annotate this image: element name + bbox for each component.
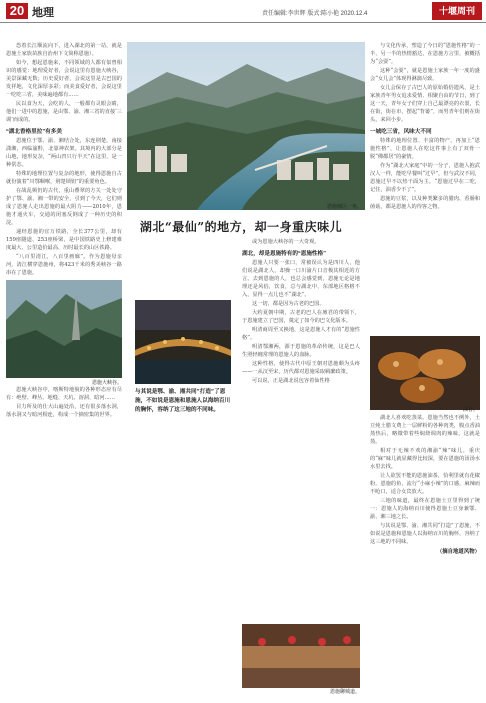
- paragraph: 湖北人喜欢吃蒸菜。恩施当然也不例外，土豆炖土腊文费上一层鲜粉的各种肉类，腹点香油蒸热后，略微带着些焖烧调肉的辣味，这就是蒸。: [370, 415, 480, 445]
- paragraph: 这种“会耍”，就是恩施土家族一年一度的盛会“女儿会”体现得淋漓尽致。: [370, 68, 480, 82]
- page-header: [0, 0, 486, 23]
- paragraph: 特殊的地理位置、丰富的物产，再加上“恩施性格”，让恩施人在吃这件事上有了双骨一脱“佛都居”的豪情。: [370, 138, 480, 160]
- canyon-photo-caption: 恩施大峡谷。: [91, 380, 122, 386]
- editor-line: 责任编辑:李世辉 版式:陈小艳 2020.12.4: [262, 11, 368, 17]
- paragraph: 与其说是鄂、渝、湘共同“打造”了恩施，不如说是恩施和恩施人以海纳百川的胸怀，容纳了这三地的不同味。: [370, 523, 480, 545]
- paragraph: 这一切，都是因为古老的巴国。: [252, 301, 325, 307]
- article-column-2: [242, 238, 360, 668]
- article-column-3-continued: [370, 414, 480, 698]
- page-number: 20: [6, 3, 28, 19]
- paragraph: 恩施的豆浆，以及种类繁多的腊肉、香肠和菌菇，都是恩施人的待客之物。: [370, 196, 480, 210]
- paragraph: 与文化传承，塑造了今日的“恩施性格”的一半，另一半的热情豁达，在恩施方言里，被概括为“会耍”。: [370, 43, 480, 65]
- section-title: 地理: [32, 7, 54, 19]
- paragraph: 明清商周至又换地，这是恩施人才有的“恩施性格”。: [242, 327, 360, 341]
- paragraph: 大约夏朝中期，古老的巴人在廪君的带领下，于恩施建立了巴国，奠定了如今的巴文化版本。: [242, 310, 360, 324]
- paragraph: 递经恩施的宜万铁路，全长377公里，却有159座隧道、253座桥梁，是中国铁路史上修建难度最大、公里造价最高、历时最长的山区铁路。: [6, 229, 122, 251]
- paragraph: “八百里清江，八百里画廊”。作为恩施母亲河，清江横穿恩施州，将423千米的秀美峡谷一路串在了恩施。: [6, 254, 122, 276]
- subheading: 一城吃三省，风味大不同: [370, 129, 432, 135]
- paragraph: 三地的味道，最终在恩施土豆里得到了统一：恩施人的海纳百川使得恩施土豆身兼鄂、渝、湘三地之长。: [370, 498, 480, 520]
- article-column-1: [6, 42, 122, 697]
- paragraph: 特殊的地理位置与复杂的地形，使得恩施自古就份演着“川鄂咽喉，荆楚锁钥”的重要角色。: [6, 171, 122, 185]
- paragraph: 相对于无辣不欢的湘渝“辣”味儿，重庆的“麻”味儿就显藏得比较深，要在恩施的汤汤水水里去找。: [370, 448, 480, 470]
- canyon-photo: [6, 280, 122, 378]
- source-note: （摘自地道风物）: [436, 549, 480, 555]
- paragraph: 恩施位于鄂、渝、湘结合处，东连荆楚，南接潇湘，西临渝黔，北靠神农架。其境内的大部分是山地，地形复杂，“两山凹只行半天”在这里，是一种常态。: [6, 138, 122, 168]
- paragraph: 可以说，正是湖北说包容着仙性格: [252, 378, 330, 384]
- paragraph: 或为恩施大峡谷的一大奇观。: [252, 239, 320, 245]
- newspaper-name: 十堰周刊: [432, 2, 482, 20]
- paragraph: 民以食为天，会吃的人，一般都有灵眼会睛，他们一进中的恩施，是由鄂、渝、湘三省的直接‘三调’而成的。: [6, 101, 122, 123]
- bridge-photo: [135, 300, 231, 384]
- article-column-3: [370, 42, 480, 352]
- subheading: 湖北，却是恩施特有的“恩施性格”: [242, 251, 326, 257]
- street-photo: [242, 624, 360, 688]
- paragraph: 作为“湖北大家庭”中的一分子，恩施人抱武汉人一样，能吃早餐叫“过早”，但与武汉不同，恩施过早不以热干面为主，“恩施过早在二吃，记住，油香少不了”。: [370, 163, 480, 193]
- pull-quote: 与其说是鄂、渝、湘共同“打造”了恩施，不如说是恩施和恩施人以海纳百川的胸怀，容纳了这三地的不同味。: [135, 389, 231, 413]
- paragraph: 恩施人只要一张口，常被误认为是四川人，他们说是湖北人，却操一口川渝片口音极其相近的方言。去到恩施的人，也总会感觉到，恩施无论是地理还是风俗，饮食，总与湖北中、东部地区格格不入，显得一点儿也不“湖北”。: [242, 260, 360, 298]
- subheading: “湖北香格里拉”有多美: [6, 129, 62, 135]
- paragraph: 明清鄂湘两，源于恩施的革命传统，这是巴人生照轻缠常理的恩施人的血脉。: [242, 344, 360, 358]
- food-photo: [370, 336, 480, 410]
- paragraph: 让人欲罢不能的恩施油茶，恰利里就有花椒粉。恩施的鱼，流行“小麻小辣”的口感，麻辣而不呛口，适合女宾放大。: [370, 473, 480, 495]
- paragraph: 如今，想起恩施来，不同领域的人都有似曾相识的感觉：地理爱好者，会说这里有恩施大峡谷，美景深藏无数；历史爱好者，会说这里是古巴国的发祥地，文化深厚多彩；而美食爱好者，会说这里一吃吃三省，美味遍地都有……: [6, 60, 122, 98]
- street-photo-caption: 恩施聊城道。: [329, 689, 360, 695]
- paragraph: 目力所及的仕大山遍处沿，还有很多落水洞，落水洞又与暗河相连，构成一个摘密集的世界。: [6, 404, 122, 418]
- paragraph: 在战乱频仍的古代，重山叠翠的方关一处处守护了鄂、渝、湘一带的安全，引到了今天，它们则成了恩施人走出恩施的最大阻力——2010年，恩施才通火车，交通的闭塞反倒成了一种历史的积淀。: [6, 188, 122, 226]
- paragraph: 这种性格，使得古代中原王朝对恩施颇为头疼——一从汉至宋，历代都对恩施采取羁縻政策。: [242, 361, 360, 375]
- headline: 湖北“最仙”的地方，却一身重庆味儿: [139, 220, 343, 234]
- food-photo-caption: 油香。: [462, 407, 478, 413]
- city-photo: [127, 42, 365, 210]
- paragraph: 恩施大峡谷中，喀斯特地貌的各种形态应有尽有：绝壁、峰丛、地缝、天坑、溶洞、暗河……: [6, 387, 122, 401]
- city-photo-caption: 恩施城区一角。: [326, 204, 362, 210]
- paragraph: 女儿会保存了古巴人的原始婚俗遗风，是土家族青年男女追求爱情、相聚自由的节日，到了这一天，青年女子们穿上自己最漂亮的衣裳，长在街，街在市，摆起“背篓”，而男青年们则在街头，来回小步。: [370, 85, 480, 123]
- paragraph: 恐着长江顺流向下，进入湖北的第一站，就是恩施土家族苗族自治州下文简称恩施）。: [6, 43, 122, 57]
